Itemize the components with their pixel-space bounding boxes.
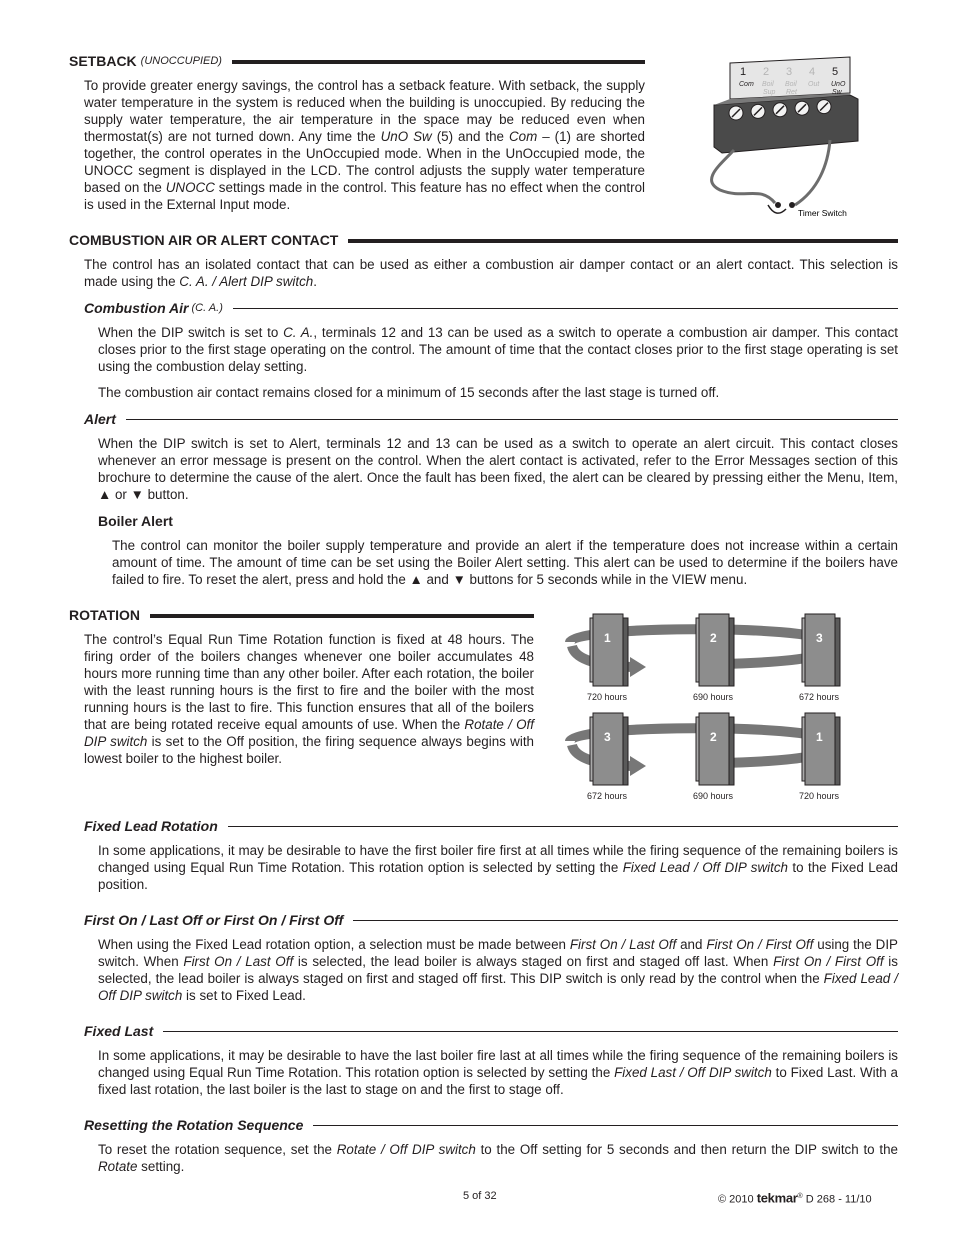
combustion-heading bbox=[69, 232, 898, 249]
boiler bbox=[699, 614, 729, 686]
boiler-hours: 672 hours bbox=[587, 791, 628, 801]
terminal-number: 1 bbox=[740, 66, 747, 78]
footer-copyright: © 2010 tekmar® D 268 - 11/10 bbox=[718, 1190, 872, 1206]
boiler-hours: 672 hours bbox=[799, 692, 840, 702]
boiler-number: 1 bbox=[604, 631, 611, 645]
rotation-arrowhead bbox=[630, 756, 646, 776]
terminal-label: Boil bbox=[762, 81, 774, 88]
timer-switch-caption: Timer Switch bbox=[798, 208, 847, 218]
terminal-label: Out bbox=[808, 81, 820, 88]
boiler-alert-heading: Boiler Alert bbox=[98, 513, 173, 529]
rotation-arrowhead bbox=[630, 657, 646, 677]
terminal-number: 5 bbox=[832, 66, 839, 78]
terminal-label: Sw bbox=[832, 89, 842, 96]
fixed-last-heading: Fixed Last bbox=[84, 1023, 898, 1040]
boiler-number: 2 bbox=[710, 631, 717, 645]
combustion-air-heading: Combustion Air (C. A.) bbox=[84, 300, 898, 317]
boiler bbox=[593, 614, 623, 686]
combustion-air-paragraph: When the DIP switch is set to C. A., terminals 12 and 13 can be used as a switch to operate a combustion air damper. This contact closes prior to the first stage operating on the control. The amount of time that the contact closes prior to the first stage operating is set using the combustion delay setting. bbox=[98, 325, 899, 374]
combustion-intro: The control has an isolated contact that can be used as either a combustion air damper contact or an alert contact. This selection is made using the C. A. / Alert DIP switch. bbox=[84, 257, 898, 289]
rotation-diagram bbox=[560, 610, 860, 810]
resetting-heading: Resetting the Rotation Sequence bbox=[84, 1117, 898, 1134]
terminal-label: UnO bbox=[831, 81, 846, 88]
boiler-number: 3 bbox=[816, 631, 823, 645]
combustion-air-paragraph-2: The combustion air contact remains closed for a minimum of 15 seconds after the last stage is turned off. bbox=[98, 385, 720, 400]
setback-subtitle: (UNOCCUPIED) bbox=[140, 55, 222, 67]
boiler-hours: 720 hours bbox=[587, 692, 628, 702]
resetting-paragraph: To reset the rotation sequence, set the Rotate / Off DIP switch to the Off setting for 5 seconds and then return the DIP switch to the Rotate setting. bbox=[98, 1142, 898, 1174]
page-number: 5 of 32 bbox=[463, 1190, 497, 1202]
terminal-label: Ret bbox=[786, 89, 797, 96]
setback-paragraph: To provide greater energy savings, the control has a setback feature. With setback, the supply water temperature in the system is reduced when the building is unoccupied. By reducing the supply water temperature, the air temperature in the space may be reduced even when thermostat(s) are not turned down. Any time the UnO Sw (5) and the Com – (1) are shorted together, the control operates in the UnOccupied mode. When in the UnOccupied mode, the UNOCC segment is displayed in the LCD. The control adjusts the supply water temperature based on the UNOCC settings made in the control. This feature has no effect when the control is used in the External Input mode. bbox=[84, 78, 646, 212]
first-on-paragraph: When using the Fixed Lead rotation option, a selection must be made between First On / Last Off and First On / First Off using the DIP switch. When First On / Last Off is selected, the lead boiler is always staged on first and staged off last. When First On / First Off is selected, the lead boiler is always staged on first and staged off first. This DIP switch is only read by the control when the Fixed Lead / Off DIP switch is set to Fixed Lead. bbox=[98, 937, 898, 1003]
terminal-label: Sup bbox=[763, 89, 776, 96]
heading-bar bbox=[348, 239, 898, 243]
rotation-paragraph: The control’s Equal Run Time Rotation function is fixed at 48 hours. The firing order of the boilers changes whenever one boiler accumulates 48 hours more running time than any other boiler. After each rotation, the boiler with the least running hours is the first to fire and the boiler with the most running hours is the last to fire. This function ensures that all of the boilers that are being rotated receive equal amounts of use. When the Rotate / Off DIP switch is set to the Off position, the firing sequence always begins with lowest boiler to the highest boiler. bbox=[84, 632, 534, 766]
boiler-hours: 690 hours bbox=[693, 791, 734, 801]
first-on-heading: First On / Last Off or First On / First Off bbox=[84, 912, 898, 929]
boiler bbox=[805, 713, 835, 785]
fixed-lead-heading: Fixed Lead Rotation bbox=[84, 818, 898, 835]
boiler-number: 3 bbox=[604, 730, 611, 744]
heading-bar bbox=[232, 60, 645, 64]
rotation-heading bbox=[69, 607, 534, 624]
terminal-number: 3 bbox=[786, 66, 793, 78]
terminal-number: 4 bbox=[809, 66, 816, 78]
alert-paragraph: When the DIP switch is set to Alert, terminals 12 and 13 can be used as a switch to operate an alert circuit. This contact closes whenever an error message is present on the control. When the alert contact is activated, refer to the Error Messages section of this brochure to determine the cause of the alert. Once the fault has been fixed, the alert can be cleared by pressing either the Menu, Item, ▲ or ▼ button. bbox=[98, 436, 898, 502]
setback-title: SETBACK bbox=[69, 53, 137, 69]
heading-bar bbox=[150, 614, 534, 618]
terminal-block-diagram bbox=[700, 55, 860, 225]
setback-heading bbox=[69, 53, 645, 70]
terminal-number: 2 bbox=[763, 66, 770, 78]
terminal-label: Boil bbox=[785, 81, 797, 88]
alert-heading: Alert bbox=[84, 411, 898, 428]
boiler-hours: 690 hours bbox=[693, 692, 734, 702]
fixed-lead-paragraph: In some applications, it may be desirable to have the first boiler fire first at all times while the firing sequence of the remaining boilers is changed using Equal Run Time Rotation. This rotation option is selected by setting the Fixed Lead / Off DIP switch to the Fixed Lead position. bbox=[98, 843, 898, 892]
fixed-last-paragraph: In some applications, it may be desirable to have the last boiler fire last at all times while the firing sequence of the remaining boilers is changed using Equal Run Time Rotation. This rotation option is selected by setting the Fixed Last / Off DIP switch to Fixed Last. With a fixed last rotation, the last boiler is the last to stage on and the first to stage off. bbox=[98, 1048, 899, 1097]
boiler bbox=[699, 713, 729, 785]
boiler-hours: 720 hours bbox=[799, 791, 840, 801]
boiler bbox=[805, 614, 835, 686]
terminal-label: Com bbox=[739, 81, 754, 88]
combustion-title: COMBUSTION AIR OR ALERT CONTACT bbox=[69, 232, 339, 248]
rotation-title: ROTATION bbox=[69, 607, 141, 623]
boiler bbox=[593, 713, 623, 785]
tekmar-logo: tekmar bbox=[756, 1190, 798, 1206]
boiler-number: 1 bbox=[816, 730, 823, 744]
boiler-number: 2 bbox=[710, 730, 717, 744]
boiler-alert-paragraph: The control can monitor the boiler supply temperature and provide an alert if the temperature does not increase within a certain amount of time. The amount of time can be set using the Boiler Alert setting. This alert can be used to determine if the boilers have failed to fire. To reset the alert, press and hold the ▲ and ▼ buttons for 5 seconds while in the VIEW menu. bbox=[112, 538, 898, 587]
